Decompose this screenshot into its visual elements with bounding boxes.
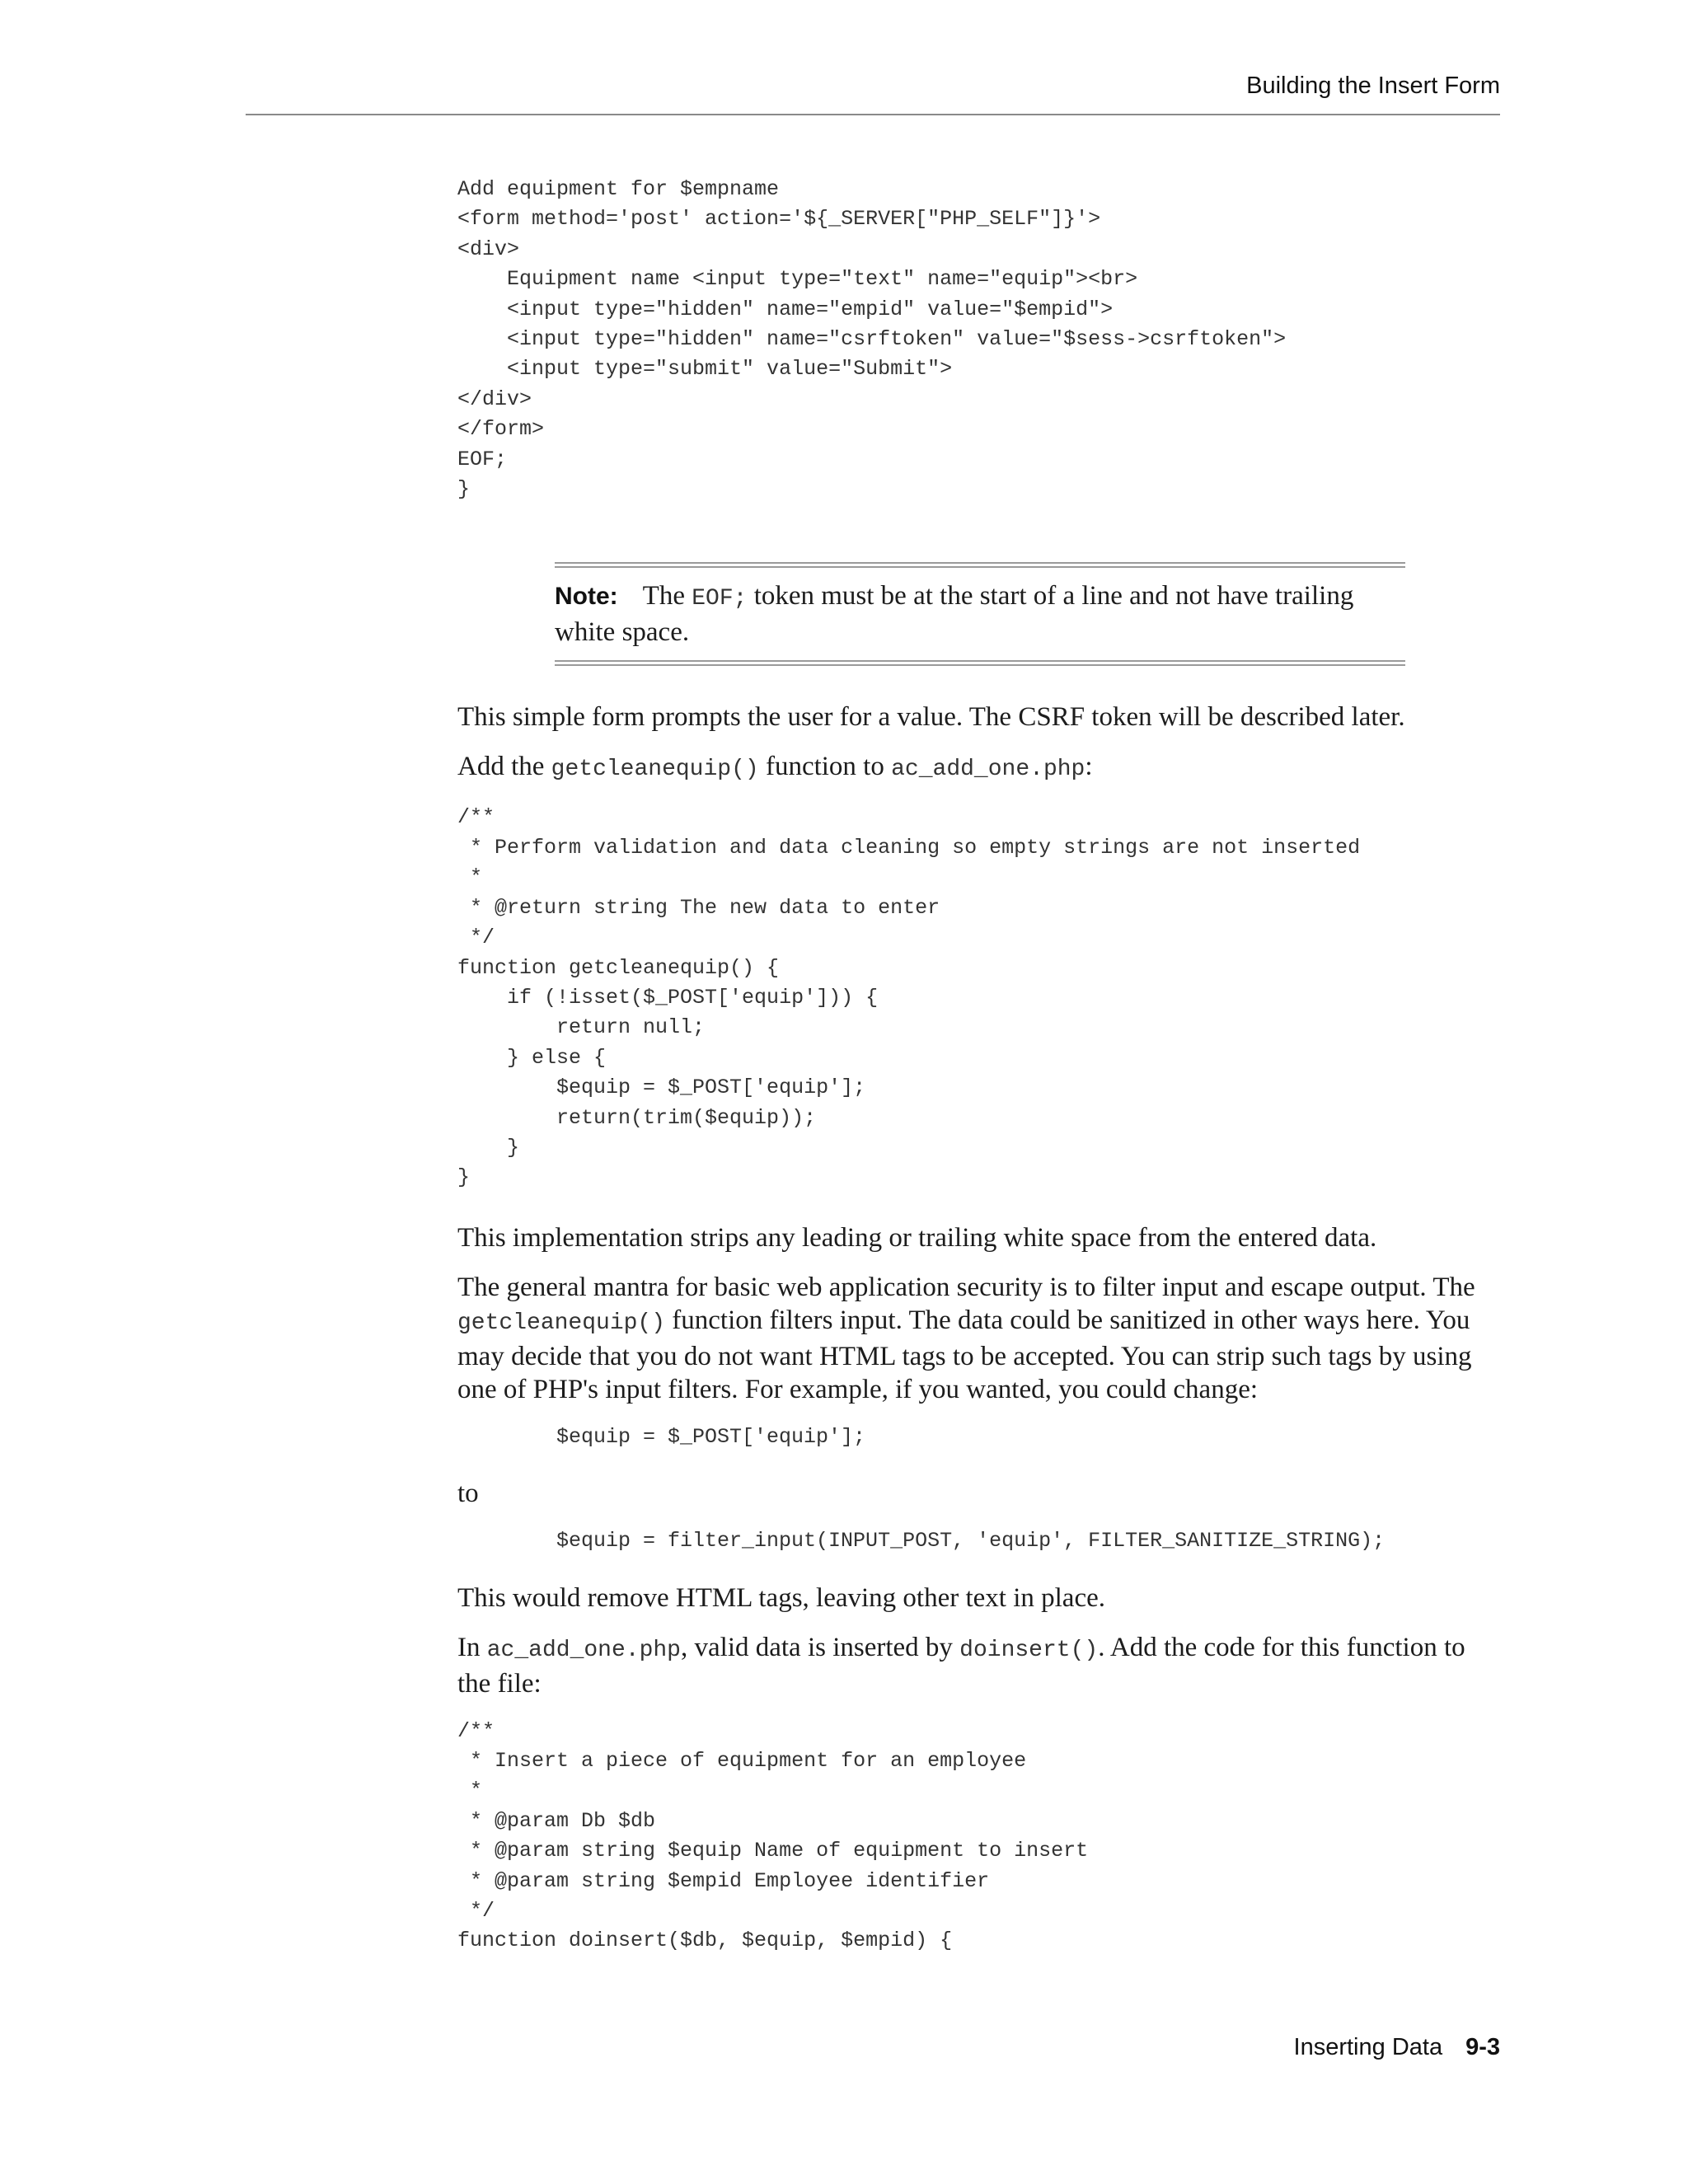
page-number: 9-3 xyxy=(1465,2034,1500,2060)
page-footer xyxy=(1294,2034,1500,2061)
note-top-rule xyxy=(555,562,1405,568)
note-box xyxy=(555,562,1405,666)
paragraph-doinsert: In ac_add_one.php, valid data is inserted by doinsert(). Add the code for this function to the file: xyxy=(457,1632,1465,1699)
paragraph-security-mantra: The general mantra for basic web application security is to filter input and escape output. The getcleanequip() function filters input. The data could be sanitized in other ways here. You may decide that you do not want HTML tags to be accepted. You can strip such tags by using one of PHP's input filters. For example, if you wanted, you could change: xyxy=(457,1272,1475,1404)
note-bottom-rule xyxy=(555,660,1405,666)
code-block-form: Add equipment for $empname <form method='post' action='${_SERVER["PHP_SELF"]}'> <div> Equipment name <input type="text" name="equip"><br> <input type="hidden" name="empid" value="$empid"> <input type="hidden" name="csrftoken" value="$sess->csrftoken"> <input type="submit" value="Submit"> </div> </form> EOF; } xyxy=(457,177,1287,502)
code-block-getcleanequip: /** * Perform validation and data cleaning so empty strings are not inserted * * @return string The new data to enter */ function getcleanequip() { if (!isset($_POST['equip'])) { return null; } else { $equip = $_POST['equip']; return(trim($equip)); } } xyxy=(457,805,1361,1190)
code-line-original: $equip = $_POST['equip']; xyxy=(556,1424,866,1449)
paragraph-remove-tags: This would remove HTML tags, leaving other text in place. xyxy=(457,1582,1105,1613)
header-divider xyxy=(246,114,1500,115)
note-inline-code: EOF; xyxy=(692,586,748,612)
inline-code-getcleanequip: getcleanequip() xyxy=(551,757,759,783)
running-header: Building the Insert Form xyxy=(1246,73,1500,99)
code-line-filtered: $equip = filter_input(INPUT_POST, 'equip', FILTER_SANITIZE_STRING); xyxy=(556,1529,1386,1554)
page-content xyxy=(457,175,1504,1957)
inline-code-filename-2: ac_add_one.php xyxy=(486,1637,681,1663)
paragraph-form-prompt: This simple form prompts the user for a value. The CSRF token will be described later. xyxy=(457,702,1405,733)
paragraph-add-function: Add the getcleanequip() function to ac_add_one.php: xyxy=(457,752,1093,783)
paragraph-implementation: This implementation strips any leading or trailing white space from the entered data. xyxy=(457,1222,1377,1253)
note-text: Note: The EOF; token must be at the start of a line and not have trailing white space. xyxy=(555,581,1354,648)
code-block-doinsert: /** * Insert a piece of equipment for an employee * * @param Db $db * @param string $equip Name of equipment to insert * @param string $empid Employee identifier */ function doinsert($db, $equip, $empid) { xyxy=(457,1718,1089,1953)
inline-code-doinsert: doinsert() xyxy=(959,1637,1099,1663)
inline-code-getcleanequip-2: getcleanequip() xyxy=(457,1310,666,1336)
paragraph-to: to xyxy=(457,1479,479,1509)
note-label: Note: xyxy=(555,583,618,611)
inline-code-filename: ac_add_one.php xyxy=(891,757,1085,783)
footer-section: Inserting Data xyxy=(1293,2034,1443,2060)
